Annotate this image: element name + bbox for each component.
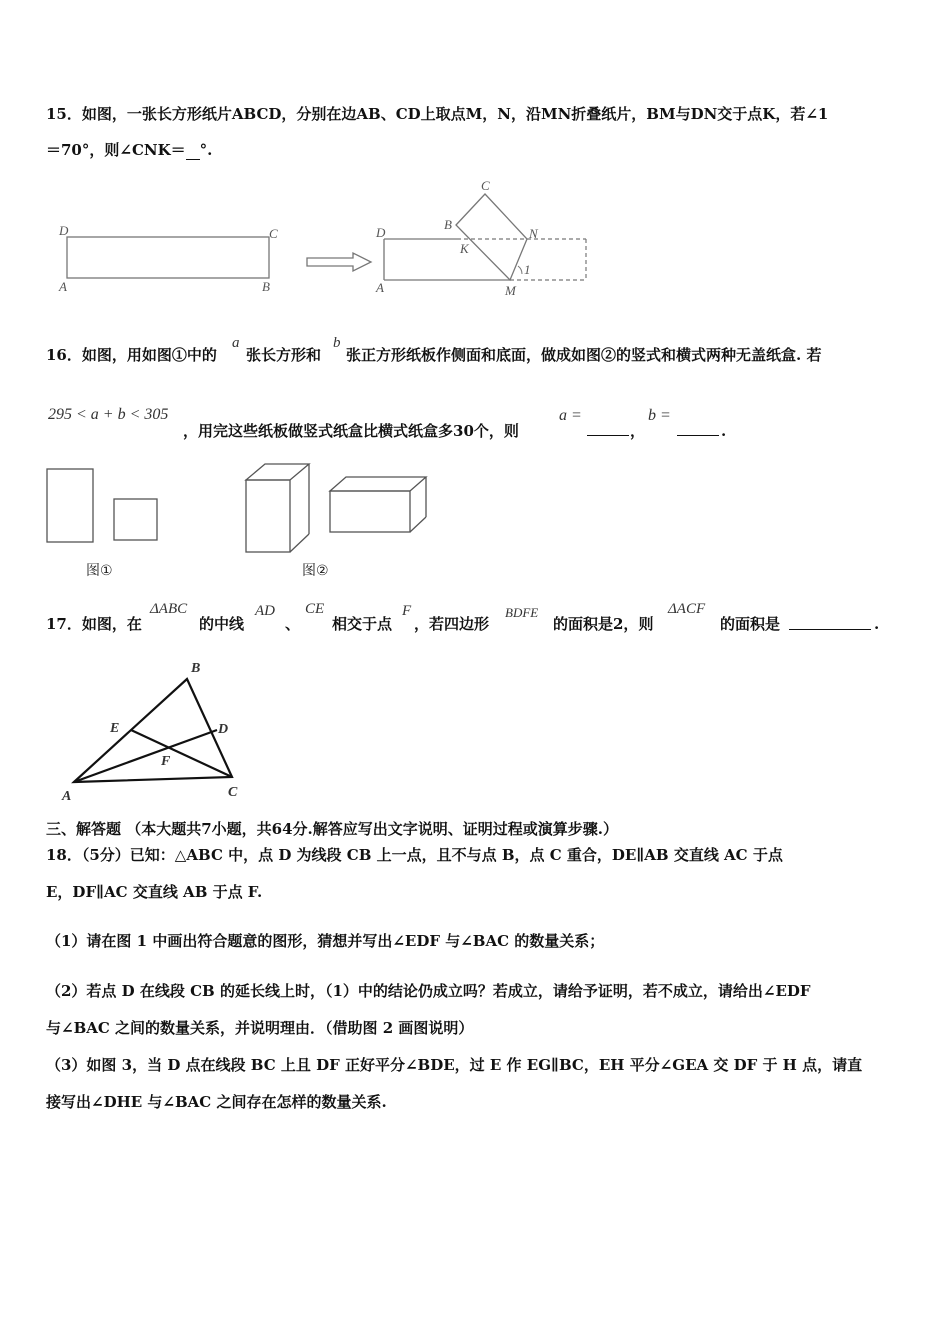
q16-caption1-num: ① [100,563,113,579]
rectangle-board [47,469,93,542]
q16-comma: ， [630,422,646,440]
q17-mid2: 相交于点 [332,615,393,633]
q15-arrow-icon [305,250,375,274]
q15-label-B: B [262,279,270,294]
q17-label-F: F [161,754,171,769]
q16-figure1 [45,466,165,546]
q18-line2: E，DF∥AC 交直线 AB 于点 F. [46,883,263,901]
q15-label-A: A [59,279,67,294]
q15-figure-rectangle [55,222,285,297]
q16-var-b: b [333,335,341,351]
q15r-label-D: D [376,225,386,240]
q17-CE: CE [305,601,325,617]
q17-mid1: 的中线 [199,615,245,633]
q16-var-a: a [232,335,240,351]
q16-figure2 [240,460,440,558]
q16-intro: 16．如图，用如图①中的 [46,346,217,364]
q17-triangle: ΔABC [150,601,188,617]
q16-caption2 [302,560,329,580]
q15-answer-blank[interactable] [186,145,200,160]
q15-label-C: C [269,226,278,241]
q17-mid5: 的面积是 [720,615,781,633]
q17-mid4: 的面积是2，则 [553,615,654,633]
q17-end: . [874,615,880,633]
q15-line2 [46,140,212,160]
q18-part3a: （3）如图 3，当 D 点在线段 BC 上且 DF 正好平分∠BDE，过 E 作 EG∥BC，EH 平分∠GEA 交 DF 于 H 点，请直 [46,1056,863,1074]
q17-mid3: ，若四边形 [414,615,490,633]
q16-caption2-num: ② [316,563,329,579]
q16-b-blank[interactable] [677,433,719,436]
q17-pre: 17．如图，在 [46,615,142,633]
q15r-label-A: A [376,280,384,295]
q17-label-E: E [110,721,120,736]
q15r-label-1: 1 [524,262,531,277]
q16-b-eq: b = [648,407,671,424]
q16-caption1-text: 图 [86,563,100,579]
q15-label-D: D [59,223,69,238]
q18-line1: 18．（5分）已知：△ABC 中，点 D 为线段 CB 上一点，且不与点 B，点 C 重合，DE∥AB 交直线 AC 于点 [46,846,783,864]
q15-line2-post: °. [199,141,213,159]
q18-part1: （1）请在图 1 中画出符合题意的图形，猜想并写出∠EDF 与∠BAC 的数量关系； [46,932,605,950]
q15-line2-pre: ＝70°，则∠CNK＝ [46,141,186,159]
q15r-label-N: N [529,226,538,241]
q17-label-B: B [191,661,201,676]
q17-AD: AD [255,603,275,619]
q16-mid1: 张长方形和 [246,346,322,364]
q15r-label-C: C [481,178,490,193]
q15r-label-B: B [444,217,452,232]
q16-end: . [721,422,727,440]
q17-label-C: C [228,785,238,800]
section3-heading: 三、解答题 （本大题共7小题，共64分.解答应写出文字说明、证明过程或演算步骤.） [46,820,618,838]
q15-line1: 15．如图，一张长方形纸片ABCD，分别在边AB、CD上取点M，N，沿MN折叠纸片，BM与DN交于点K，若∠1 [46,105,829,123]
square-board [114,499,157,540]
q17-sep: 、 [285,615,301,633]
q16-inequality: 295 < a + b < 305 [48,406,169,423]
q16-a-eq: a = [559,407,582,424]
q17-answer-blank[interactable] [789,627,871,630]
q18-part2a: （2）若点 D 在线段 CB 的延长线上时，（1）中的结论仍成立吗？若成立，请给予证明，若不成立，请给出∠EDF [46,982,811,1000]
q18-part2b: 与∠BAC 之间的数量关系，并说明理由．（借助图 2 画图说明） [46,1019,474,1037]
q16-caption2-text: 图 [302,563,316,579]
q15r-label-M: M [505,283,516,298]
q17-label-A: A [62,789,72,804]
q16-condition: ，用完这些纸板做竖式纸盒比横式纸盒多30个，则 [183,422,519,440]
q17-quad: BDFE [505,605,539,620]
q16-mid2: 张正方形纸板作侧面和底面，做成如图②的竖式和横式两种无盖纸盒. 若 [346,346,822,364]
q17-F: F [402,603,412,619]
q15r-label-K: K [460,241,469,256]
q18-part3b: 接写出∠DHE 与∠BAC 之间存在怎样的数量关系. [46,1093,387,1111]
q16-caption1 [86,560,113,580]
q15-figure-folded [372,178,597,303]
q17-triangle2: ΔACF [668,601,706,617]
q16-a-blank[interactable] [587,433,629,436]
q17-figure-triangle [58,654,248,804]
q17-label-D: D [218,722,229,737]
